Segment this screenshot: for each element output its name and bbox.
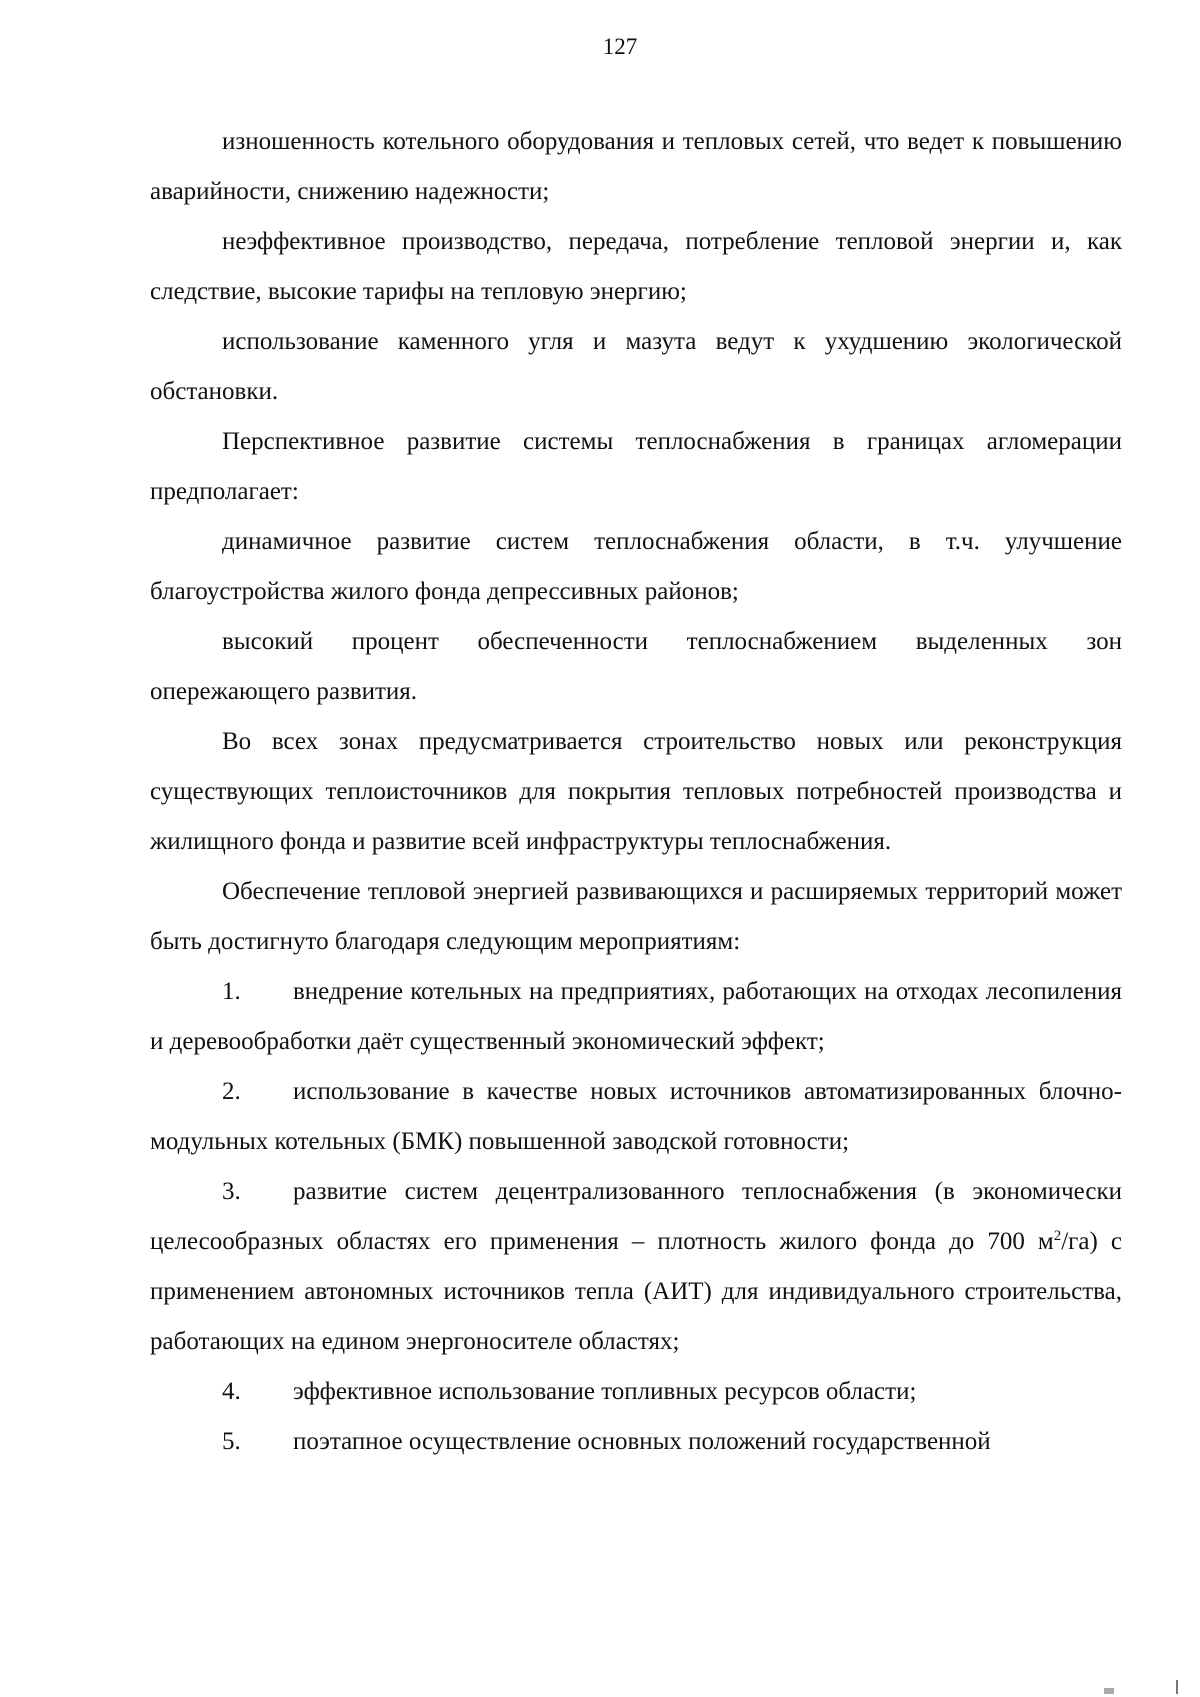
list-item-4 [150, 1367, 1122, 1417]
paragraph-coal-and-fuel-oil: использование каменного угля и мазута ведут к ухудшению экологической обстановки. [150, 328, 1122, 405]
paragraph-dynamic-development: динамичное развитие систем теплоснабжения области, в т.ч. улучшение благоустройства жилого фонда депрессивных районов; [150, 528, 1122, 605]
paragraph-all-zones: Во всех зонах предусматривается строительство новых или реконструкция существующих теплоисточников для покрытия тепловых потребностей производства и жилищного фонда и развитие всей инфраструктуры теплоснабжения. [150, 728, 1122, 855]
superscript: 2 [1053, 1228, 1062, 1244]
list-number: 5. [222, 1428, 241, 1455]
list-item-1 [150, 967, 1122, 1067]
list-item-text: использование в качестве новых источников автоматизированных блочно-модульных котельных (БМК) повышенной заводской готовности; [150, 1078, 1122, 1155]
list-item-3 [150, 1167, 1122, 1367]
list-item-text-before: развитие систем децентрализованного теплоснабжения (в экономически целесообразных областях его применения – плотность жилого фонда до 700 м [150, 1178, 1122, 1255]
paragraph-high-coverage: высокий процент обеспеченности теплоснабжением выделенных зон опережающего развития. [150, 628, 1122, 705]
scan-artifact [1104, 1688, 1114, 1694]
document-body [150, 117, 1122, 1467]
list-number: 1. [222, 978, 241, 1005]
list-item-5 [150, 1417, 1122, 1467]
paragraph-prospective-development: Перспективное развитие системы теплоснабжения в границах агломерации предполагает: [150, 428, 1122, 505]
list-item-text-after: /га) с применением автономных источников тепла (АИТ) для индивидуального строительства, работающих на едином энергоносителе областях; [150, 1228, 1123, 1355]
list-item-2 [150, 1067, 1122, 1167]
list-item-text: поэтапное осуществление основных положений государственной [293, 1428, 991, 1455]
page-number: 127 [602, 34, 638, 59]
list-item-text: внедрение котельных на предприятиях, работающих на отходах лесопиления и деревообработки даёт существенный экономический эффект; [150, 978, 1122, 1055]
list-number: 2. [222, 1078, 241, 1105]
list-item-text: эффективное использование топливных ресурсов области; [293, 1378, 917, 1405]
paragraph-wear-of-equipment: изношенность котельного оборудования и тепловых сетей, что ведет к повышению аварийности, снижению надежности; [150, 128, 1122, 205]
scan-artifact [1176, 1680, 1178, 1694]
paragraph-inefficient-production: неэффективное производство, передача, потребление тепловой энергии и, как следствие, высокие тарифы на тепловую энергию; [150, 228, 1122, 305]
list-number: 3. [222, 1178, 241, 1205]
list-number: 4. [222, 1378, 241, 1405]
paragraph-heat-supply-measures: Обеспечение тепловой энергией развивающихся и расширяемых территорий может быть достигнуто благодаря следующим мероприятиям: [150, 878, 1122, 955]
